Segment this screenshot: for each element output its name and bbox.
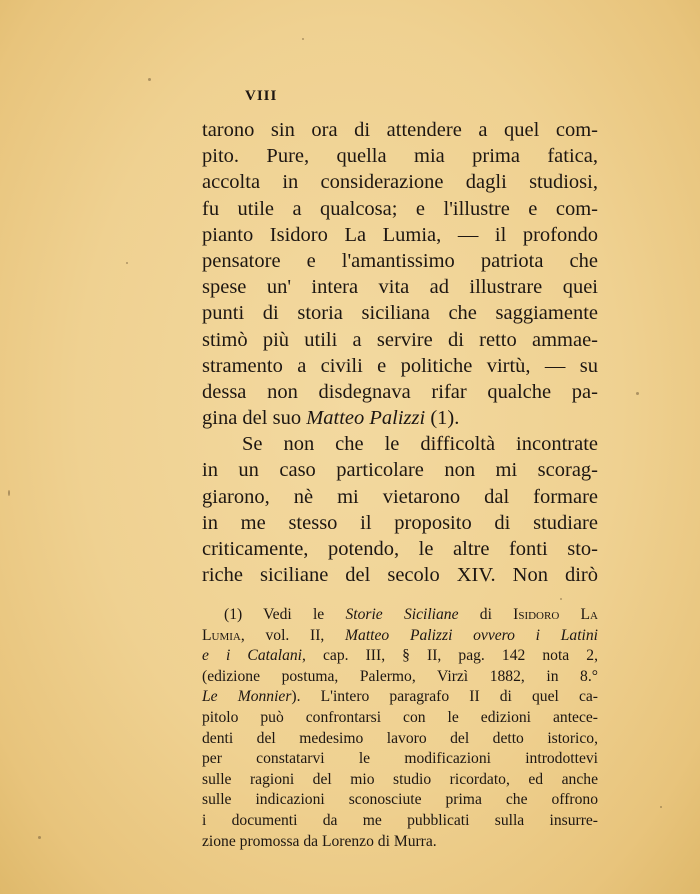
paper-speck bbox=[560, 598, 562, 600]
footnote-line: pitolo può confrontarsi con le edizioni antece- bbox=[202, 708, 598, 726]
footnote bbox=[202, 605, 598, 852]
fn-author: Isidoro La bbox=[513, 606, 598, 623]
text-line: accolta in considerazione dagli studiosi, bbox=[202, 171, 598, 194]
text-line: stramento a civili e politiche virtù, — su bbox=[202, 354, 598, 377]
text-line-with-citation bbox=[202, 405, 598, 431]
footnote-line: denti del medesimo lavoro del detto istorico, bbox=[202, 729, 598, 747]
text-line: punti di storia siciliana che saggiamente bbox=[202, 302, 598, 325]
paper-speck bbox=[126, 262, 128, 264]
text-line: dessa non disdegnava rifar qualche pa- bbox=[202, 380, 598, 403]
fn-italic: e i Catalani bbox=[202, 647, 303, 665]
paper-speck bbox=[302, 38, 304, 40]
text-line: in me stesso il proposito di studiare bbox=[202, 511, 598, 534]
footnote-line bbox=[202, 605, 598, 626]
text-line: spese un' intera vita ad illustrare quei bbox=[202, 276, 598, 299]
text-line: pensatore e l'amantissimo patriota che bbox=[202, 249, 598, 272]
text-line: stimò più utili a servire di retto ammae- bbox=[202, 328, 598, 351]
text-line: riche siciliane del secolo XIV. Non dirò bbox=[202, 564, 598, 587]
fn-italic: Matteo Palizzi ovvero i Latini bbox=[345, 626, 599, 644]
footnote-line: sulle ragioni del mio studio ricordato, ed anche bbox=[202, 770, 598, 788]
footnote-ref: (1). bbox=[425, 407, 460, 430]
text-line: fu utile a qualcosa; e l'illustre e com- bbox=[202, 197, 598, 220]
footnote-line: (edizione postuma, Palermo, Virzì 1882, in 8.° bbox=[202, 667, 598, 685]
footnote-line: per constatarvi le modificazioni introdottevi bbox=[202, 750, 598, 768]
fn-text: di bbox=[458, 606, 514, 623]
fn-italic: Le Monnier bbox=[202, 688, 292, 706]
paper-speck bbox=[148, 78, 151, 81]
italic-title: Matteo Palizzi bbox=[306, 407, 426, 430]
footnote-line: sulle indicazioni sconosciute prima che offrono bbox=[202, 791, 598, 809]
fn-text: (1) Vedi le bbox=[224, 606, 346, 623]
paper-speck bbox=[636, 392, 639, 395]
text-line: pito. Pure, quella mia prima fatica, bbox=[202, 145, 598, 168]
footnote-line bbox=[202, 646, 598, 667]
paper-speck bbox=[660, 806, 662, 808]
footnote-line bbox=[202, 687, 598, 708]
footnote-line: i documenti da me pubblicati sulla insurre- bbox=[202, 811, 598, 829]
text-fragment: gina del suo bbox=[202, 407, 307, 430]
footnote-line bbox=[202, 626, 598, 647]
text-line: tarono sin ora di attendere a quel com- bbox=[202, 119, 598, 141]
fn-text: , vol. II, bbox=[240, 626, 346, 644]
fn-text: , cap. III, § II, pag. 142 nota 2, bbox=[302, 647, 599, 665]
fn-author: Lumia bbox=[202, 626, 241, 644]
paragraph-start: Se non che le difficoltà incontrate bbox=[242, 433, 598, 456]
text-line: giarono, nè mi vietarono dal formare bbox=[202, 485, 598, 508]
fn-italic: Storie Siciliane bbox=[345, 606, 459, 623]
fn-text: ). L'intero paragrafo II di quel ca- bbox=[291, 688, 598, 706]
text-line: criticamente, potendo, le altre fonti sto- bbox=[202, 538, 598, 560]
text-line: pianto Isidoro La Lumia, — il profondo bbox=[202, 223, 598, 246]
footnote-line: zione promossa da Lorenzo di Murra. bbox=[202, 832, 437, 850]
main-text bbox=[202, 117, 598, 588]
page-number: VIII bbox=[245, 88, 278, 104]
paper-speck bbox=[38, 836, 41, 839]
text-line: in un caso particolare non mi scorag- bbox=[202, 459, 598, 482]
paper-speck bbox=[8, 490, 10, 496]
